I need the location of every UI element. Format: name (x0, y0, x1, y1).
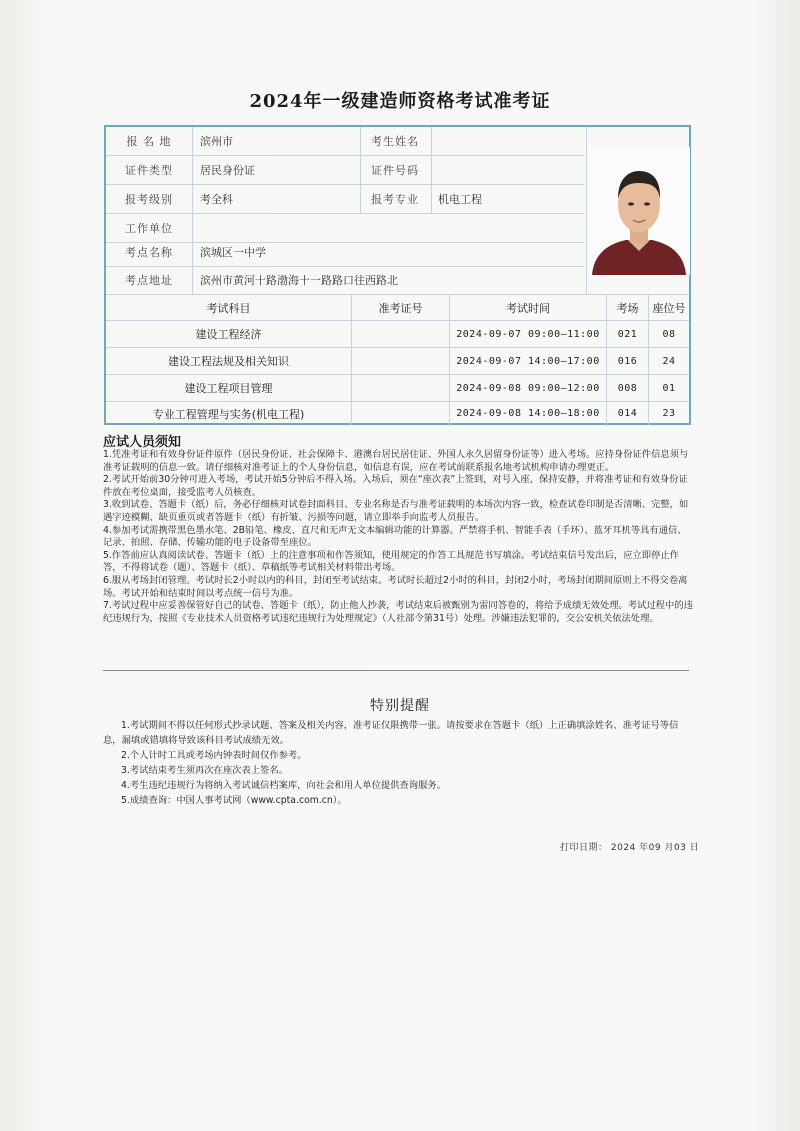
table-row (106, 348, 689, 375)
room-cell: 008 (607, 375, 649, 401)
reminder-item: 4.考生违纪违规行为将纳入考试诚信档案库，向社会和用人单位提供查询服务。 (121, 780, 446, 791)
row-region (106, 127, 584, 156)
reminder-item: 1.考试期间不得以任何形式抄录试题、答案及相关内容，准考证仅限携带一张。请按要求在答题卡（纸）上正确填涂姓名、准考证号等信息，漏填或错填将导致该科目考试成绩无效。 (103, 720, 679, 746)
seat-cell: 24 (662, 355, 676, 367)
row-id (106, 156, 584, 185)
special-reminders (103, 718, 693, 808)
table-row (106, 321, 689, 348)
subject-cell: 建设工程经济 (106, 321, 352, 347)
ticket-card (104, 125, 691, 425)
level-label: 报考级别 (125, 193, 173, 206)
candidate-notes (103, 449, 693, 625)
room-cell: 014 (607, 402, 649, 425)
note-item: 6.服从考场封闭管理。考试时长2小时以内的科目，封闭至考试结束。考试时长超过2小时的科目，封闭2小时，考场封闭期间原则上不得交卷离场。考试开始和结束时间以考点统一信号为准。 (103, 574, 688, 599)
level-value: 考全科 (200, 193, 233, 206)
reminder-item: 5.成绩查询：中国人事考试网（www.cpta.com.cn）。 (121, 795, 347, 806)
table-header (106, 295, 689, 321)
portrait-image (588, 147, 690, 275)
name-label: 考生姓名 (371, 135, 419, 148)
table-row (106, 375, 689, 402)
reminder-item: 3.考试结束考生须再次在座次表上签名。 (121, 765, 288, 776)
time-cell: 2024-09-07 09:00—11:00 (450, 321, 607, 347)
seat-cell: 08 (662, 328, 676, 340)
note-item: 1.凭准考证和有效身份证件原件（居民身份证、社会保障卡、港澳台居民居住证、外国人永久居留身份证等）进入考场。应持身份证件信息须与准考证载明的信息一致。请仔细核对准考证上的个人身份信息，如信息有误，应在考试前联系报名地考试机构申请办理更正。 (103, 449, 689, 473)
note-item: 2.考试开始前30分钟可进入考场，考试开始5分钟后不得入场。入场后，须在“座次表”上签到，对号入座，保持安静，并将准考证和有效身份证件放在考位桌面，接受监考人员核查。 (103, 474, 688, 498)
id-no-label: 证件号码 (371, 164, 419, 177)
candidate-photo (588, 147, 690, 275)
section-divider (103, 670, 689, 671)
major-label: 报考专业 (371, 193, 419, 206)
header-time: 考试时间 (450, 295, 607, 320)
room-cell: 021 (607, 321, 649, 347)
row-level (106, 185, 584, 214)
notes-title: 应试人员须知 (103, 435, 182, 450)
ticket-cell (352, 375, 450, 401)
label-divider (192, 127, 193, 295)
time-cell: 2024-09-07 14:00—17:00 (450, 348, 607, 374)
mid-divider-right (431, 127, 432, 214)
note-item: 7.考试过程中应妥善保管好自己的试卷、答题卡（纸），防止他人抄袭，考试结束后被甄别为雷同答卷的，将给予成绩无效处理。考试过程中的违纪违规行为，按照《专业技术人员资格考试违纪违规行为处理规定》（人社部令第31号）处理。涉嫌违法犯罪的，交公安机关依法处理。 (103, 600, 693, 624)
employer-label: 工作单位 (125, 222, 173, 235)
address-label: 考点地址 (125, 274, 173, 287)
header-seat: 座位号 (652, 301, 686, 315)
seat-cell: 23 (662, 408, 676, 419)
id-type-value: 居民身份证 (200, 164, 255, 177)
reminder-item: 2.个人计时工具或考场内钟表时间仅作参考。 (121, 750, 307, 761)
major-value: 机电工程 (438, 193, 482, 206)
address-value: 滨州市黄河十路渤海十一路路口往西路北 (200, 274, 398, 287)
subject-cell: 建设工程法规及相关知识 (106, 348, 352, 374)
time-cell: 2024-09-08 14:00—18:00 (450, 402, 607, 425)
photo-frame (586, 127, 691, 295)
ticket-cell (352, 348, 450, 374)
site-label: 考点名称 (125, 246, 173, 259)
print-date: 打印日期： 2024 年09 月03 日 (560, 843, 700, 853)
note-item: 4.参加考试需携带黑色墨水笔、2B铅笔、橡皮、直尺和无声无文本编辑功能的计算器。严禁将手机、智能手表（手环）、蓝牙耳机等具有通信、记录、拍照、存储、传输功能的电子设备带至座位。 (103, 524, 687, 549)
id-type-label: 证件类型 (125, 164, 173, 177)
time-cell: 2024-09-08 09:00—12:00 (450, 375, 607, 401)
header-subject: 考试科目 (106, 295, 352, 320)
subject-cell: 建设工程项目管理 (106, 375, 352, 401)
reminder-title: 特别提醒 (370, 698, 430, 714)
ticket-cell (352, 321, 450, 347)
page-title: 2024年一级建造师资格考试准考证 (249, 91, 551, 112)
table-row (106, 402, 689, 425)
region-label: 报 名 地 (126, 135, 172, 148)
region-value: 滨州市 (200, 135, 233, 148)
row-site (106, 238, 584, 267)
note-item: 3.收到试卷、答题卡（纸）后，务必仔细核对试卷封面科目、专业名称是否与准考证载明的本场次内容一致，检查试卷印制是否清晰、完整，如遇字迹模糊、缺页重页或者答题卡（纸）有折皱、污损等问题，请立即举手向监考人员报告。 (103, 499, 689, 523)
subject-cell: 专业工程管理与实务(机电工程) (106, 402, 352, 425)
header-room: 考场 (607, 295, 649, 320)
site-value: 滨城区一中学 (200, 246, 266, 259)
ticket-cell (352, 402, 450, 425)
mid-divider-left (360, 127, 361, 214)
header-ticket: 准考证号 (352, 295, 450, 320)
note-item: 5.作答前应认真阅读试卷、答题卡（纸）上的注意事项和作答须知，使用规定的作答工具规范书写填涂。考试结束信号发出后，应立即停止作答，不得将试卷（题）、答题卡（纸）、草稿纸等考试相关材料带出考场。 (103, 549, 679, 574)
room-cell: 016 (607, 348, 649, 374)
seat-cell: 01 (662, 382, 676, 394)
